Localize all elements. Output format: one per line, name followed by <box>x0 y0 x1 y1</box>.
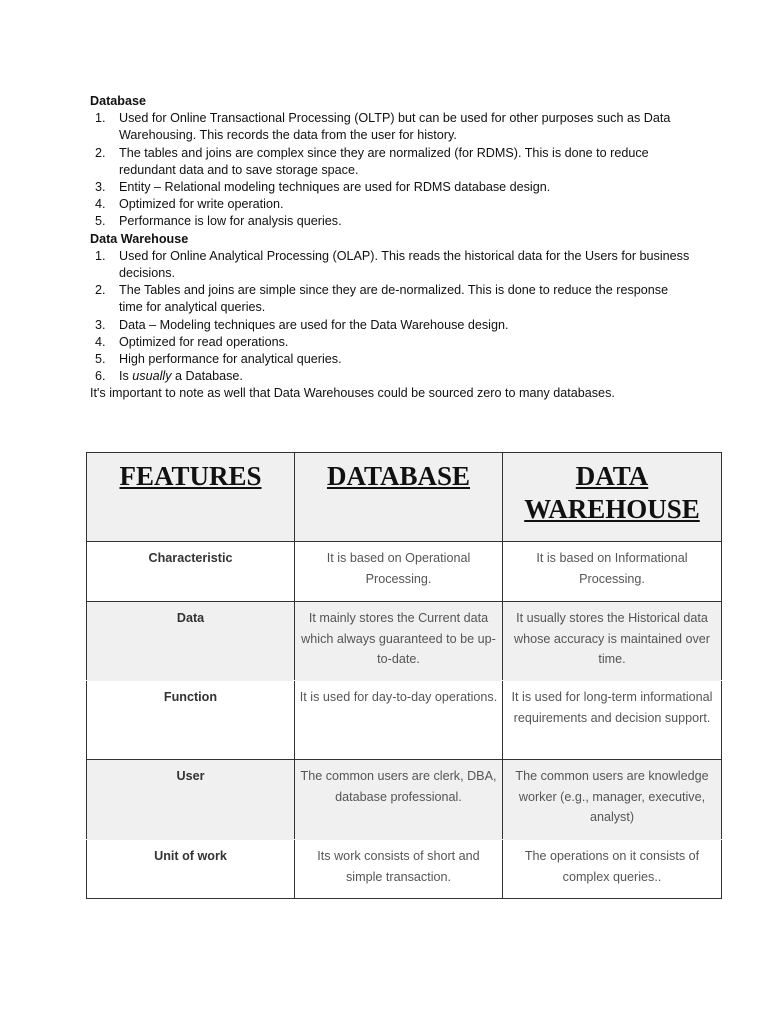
warehouse-list <box>90 248 690 386</box>
feature-cell: Unit of work <box>87 840 295 899</box>
list-item: 5. Performance is low for analysis queries. <box>95 214 342 229</box>
warehouse-cell: The common users are knowledge worker (e.g., manager, executive, analyst) <box>503 760 722 840</box>
database-section-title: Database <box>90 94 147 108</box>
database-cell: The common users are clerk, DBA, database professional. <box>295 760 503 840</box>
database-cell: It is used for day-to-day operations. <box>295 681 503 760</box>
database-list <box>90 110 690 230</box>
database-cell: It mainly stores the Current data which always guaranteed to be up-to-date. <box>295 602 503 681</box>
feature-cell: User <box>87 760 295 840</box>
feature-cell: Function <box>87 681 295 760</box>
warehouse-cell: It usually stores the Historical data whose accuracy is maintained over time. <box>503 602 722 681</box>
emphasis-text: usually <box>132 369 172 384</box>
header-features: FEATURES <box>87 453 295 542</box>
list-item: 1. Used for Online Transactional Processing (OLTP) but can be used for other purposes such as Data Warehousing. This records the data from the user for history. <box>95 111 671 143</box>
intro-text-block <box>90 93 690 403</box>
header-database: DATABASE <box>295 453 503 542</box>
warehouse-section-title: Data Warehouse <box>90 231 189 246</box>
list-item: 5. High performance for analytical queries. <box>95 352 342 367</box>
list-item: 6. Is usually a Database. <box>95 369 243 384</box>
comparison-table <box>86 452 722 899</box>
warehouse-cell: It is based on Informational Processing. <box>503 542 722 602</box>
table-row <box>87 602 722 681</box>
list-item: 4. Optimized for read operations. <box>95 334 289 349</box>
table-row <box>87 840 722 899</box>
list-item: 3. Entity – Relational modeling techniques are used for RDMS database design. <box>95 180 551 195</box>
list-item: 2. The Tables and joins are simple since they are de-normalized. This is done to reduce the response time for analytical queries. <box>95 283 669 315</box>
list-item: 4. Optimized for write operation. <box>95 197 284 212</box>
database-cell: It is based on Operational Processing. <box>295 542 503 602</box>
table-row <box>87 542 722 602</box>
database-cell: Its work consists of short and simple transaction. <box>295 840 503 899</box>
list-item: 1. Used for Online Analytical Processing (OLAP). This reads the historical data for the Users for business decisions. <box>95 248 690 281</box>
list-item: 3. Data – Modeling techniques are used for the Data Warehouse design. <box>95 317 509 332</box>
table-header-row <box>87 453 722 542</box>
table-row <box>87 760 722 840</box>
list-item: 2. The tables and joins are complex since they are normalized (for RDMS). This is done to reduce redundant data and to save storage space. <box>95 145 649 177</box>
feature-cell: Characteristic <box>87 542 295 602</box>
closing-note: It's important to note as well that Data Warehouses could be sourced zero to many databases. <box>90 386 615 401</box>
table-row <box>87 681 722 760</box>
feature-cell: Data <box>87 602 295 681</box>
header-data-warehouse: DATA WAREHOUSE <box>503 453 722 542</box>
warehouse-cell: It is used for long-term informational requirements and decision support. <box>503 681 722 760</box>
warehouse-cell: The operations on it consists of complex queries.. <box>503 840 722 899</box>
